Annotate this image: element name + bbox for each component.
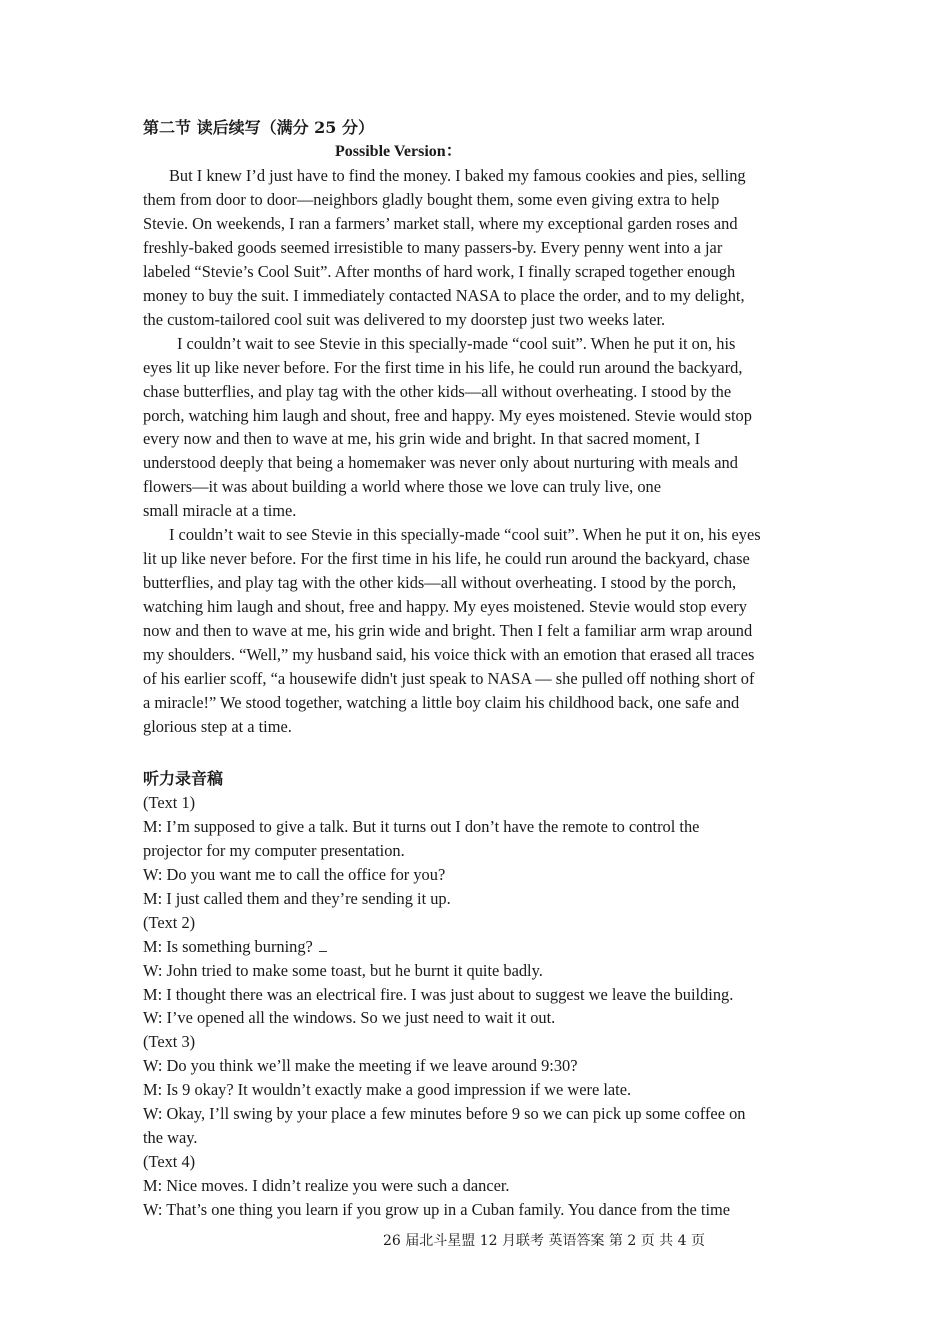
essay-line: labeled “Stevie’s Cool Suit”. After months of hard work, I finally scraped together enough: [143, 261, 736, 281]
essay-line: now and then to wave at me, his grin wide and bright. Then I felt a familiar arm wrap around: [143, 621, 753, 641]
transcript-line-text: M: Is something burning?: [143, 936, 313, 956]
essay-line: glorious step at a time.: [143, 716, 292, 736]
transcript-line: (Text 2): [143, 912, 196, 932]
transcript-line: W: Do you want me to call the office for you?: [143, 864, 446, 884]
essay-line: small miracle at a time.: [143, 501, 297, 521]
essay-line: chase butterflies, and play tag with the other kids—all without overheating. I stood by the: [143, 381, 732, 401]
possible-version-label: Possible Version：: [335, 143, 462, 160]
essay-line: the custom-tailored cool suit was delivered to my doorstep just two weeks later.: [143, 309, 666, 329]
essay-line: flowers—it was about building a world where those we love can truly live, one: [143, 477, 661, 497]
essay-line: But I knew I’d just have to find the money. I baked my famous cookies and pies, selling: [169, 166, 746, 185]
essay-line: of his earlier scoff, “a housewife didn't just speak to NASA — she pulled off nothing short of: [143, 669, 755, 689]
essay-paragraph-2: [143, 332, 811, 524]
transcript-line: M: Is 9 okay? It wouldn’t exactly make a good impression if we were late.: [143, 1080, 632, 1100]
transcript-line: (Text 4): [143, 1152, 196, 1172]
transcript-line: M: I’m supposed to give a talk. But it turns out I don’t have the remote to control the: [143, 816, 700, 836]
section-title: 第二节 读后续写（满分 25 分）: [143, 118, 374, 137]
transcript-line: (Text 3): [143, 1032, 196, 1052]
transcript-line: [143, 935, 811, 959]
essay-line: my shoulders. “Well,” my husband said, his voice thick with an emotion that erased all traces: [143, 645, 755, 665]
essay-line: a miracle!” We stood together, watching a little boy claim his childhood back, one safe and: [143, 692, 740, 712]
essay-paragraph-3: [143, 523, 811, 739]
essay-line: every now and then to wave at me, his grin wide and bright. In that sacred moment, I: [143, 429, 701, 449]
essay-line: understood deeply that being a homemaker was never only about nurturing with meals and: [143, 453, 738, 473]
transcript-line: projector for my computer presentation.: [143, 840, 405, 860]
essay-line: porch, watching him laugh and shout, free and happy. My eyes moistened. Stevie would stop: [143, 405, 752, 425]
transcript-line: the way.: [143, 1128, 198, 1148]
transcript-line: M: I thought there was an electrical fire. I was just about to suggest we leave the building.: [143, 984, 734, 1004]
transcript-body: [143, 791, 811, 1222]
essay-line: Stevie. On weekends, I ran a farmers’ market stall, where my exceptional garden roses and: [143, 213, 738, 233]
transcript-line: W: That’s one thing you learn if you grow up in a Cuban family. You dance from the time: [143, 1200, 731, 1220]
page-footer: 26 届北斗星盟 12 月联考 英语答案 第 2 页 共 4 页: [383, 1233, 705, 1249]
underline-mark: [319, 951, 327, 952]
transcript-line: W: John tried to make some toast, but he burnt it quite badly.: [143, 960, 543, 980]
answer-page: [143, 116, 811, 1222]
transcript-line: W: Okay, I’ll swing by your place a few minutes before 9 so we can pick up some coffee on: [143, 1104, 746, 1124]
essay-line: watching him laugh and shout, free and happy. My eyes moistened. Stevie would stop every: [143, 597, 747, 617]
transcript-line: W: Do you think we’ll make the meeting if we leave around 9:30?: [143, 1056, 578, 1076]
essay-line: freshly-baked goods seemed irresistible to many passers-by. Every penny went into a jar: [143, 237, 723, 257]
essay-line: them from door to door—neighbors gladly bought them, some even giving extra to help: [143, 189, 720, 209]
essay-line: eyes lit up like never before. For the first time in his life, he could run around the backyard,: [143, 357, 743, 377]
essay-line: I couldn’t wait to see Stevie in this specially-made “cool suit”. When he put it on, his eyes: [169, 525, 761, 545]
transcript-line: M: Nice moves. I didn’t realize you were such a dancer.: [143, 1176, 510, 1196]
transcript-title: 听力录音稿: [143, 768, 224, 788]
essay-paragraph-1: [143, 164, 811, 332]
essay-line: butterflies, and play tag with the other kids—all without overheating. I stood by the porch,: [143, 573, 737, 593]
transcript-line: W: I’ve opened all the windows. So we just need to wait it out.: [143, 1008, 556, 1028]
transcript-line: M: I just called them and they’re sending it up.: [143, 888, 451, 908]
transcript-line: (Text 1): [143, 792, 196, 812]
essay-line: I couldn’t wait to see Stevie in this specially-made “cool suit”. When he put it on, his: [177, 333, 736, 353]
essay-line: lit up like never before. For the first time in his life, he could run around the backyard, chase: [143, 549, 750, 569]
essay-line: money to buy the suit. I immediately contacted NASA to place the order, and to my delight,: [143, 285, 745, 305]
